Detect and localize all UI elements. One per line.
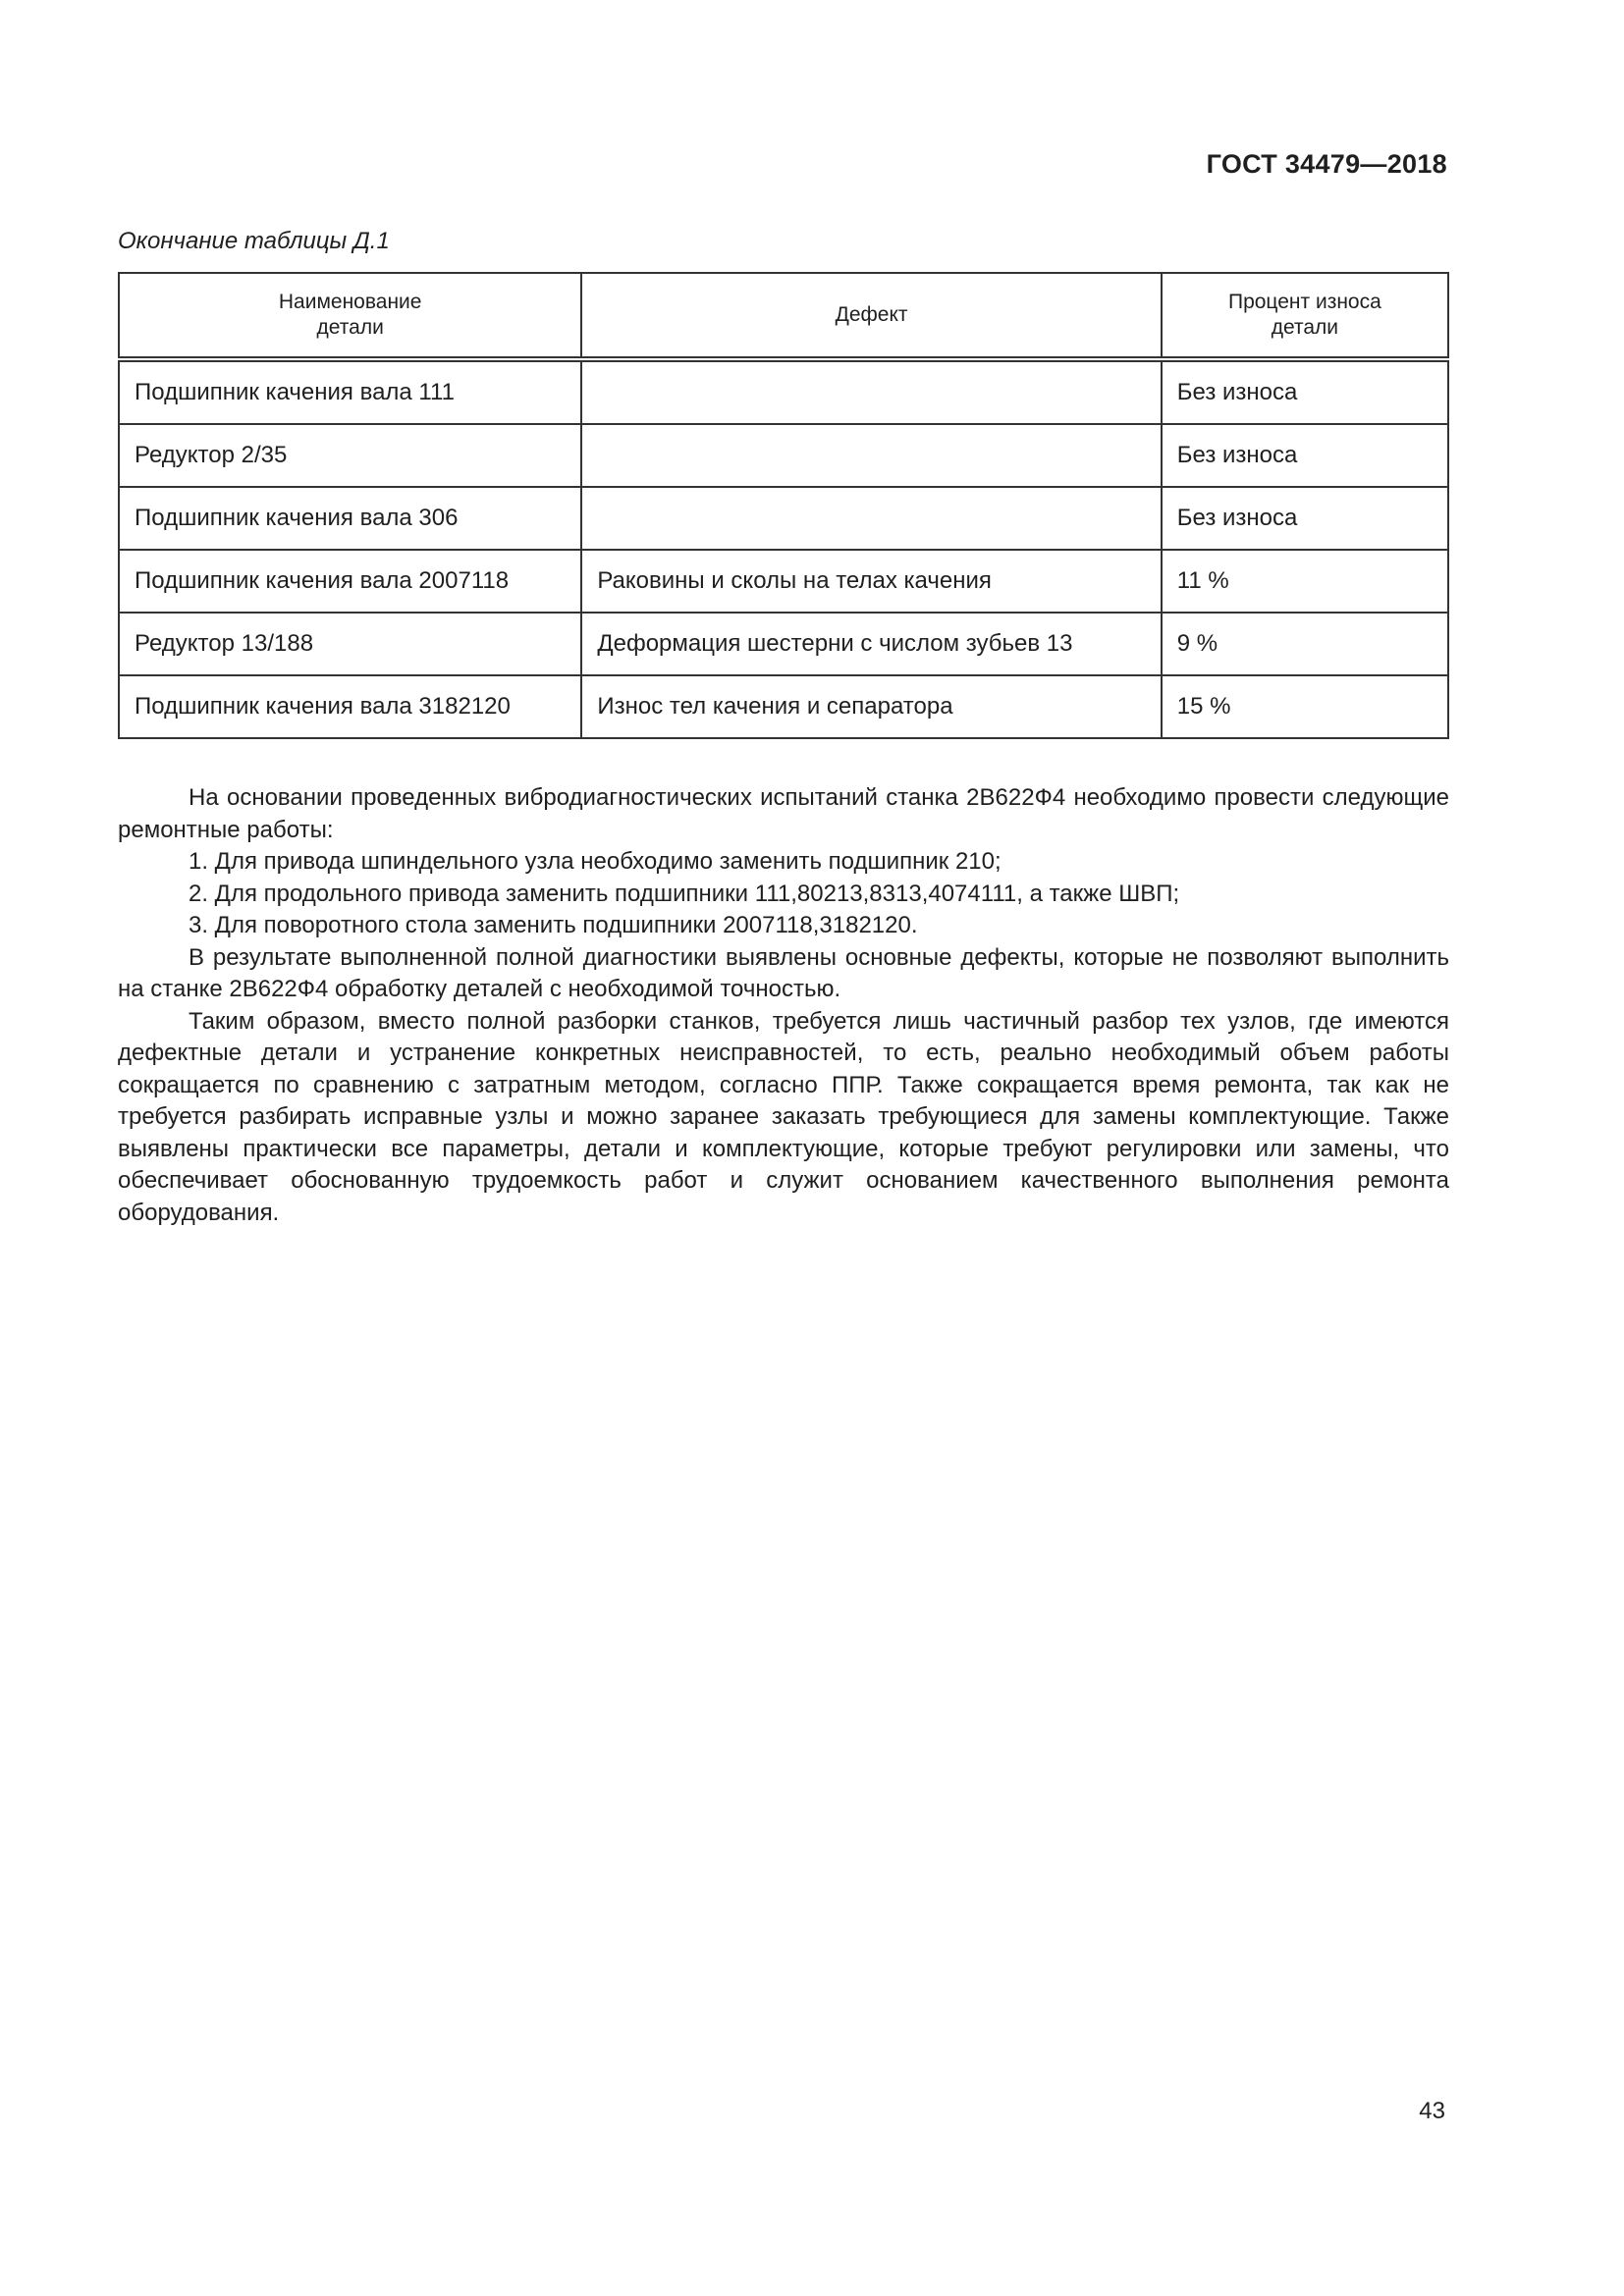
list-item: 2. Для продольного привода заменить подшипники 111,80213,8313,4074111, а также ШВП; [189, 880, 1180, 907]
cell-part-name: Редуктор 13/188 [119, 613, 581, 675]
cell-part-name: Подшипник качения вала 3182120 [119, 675, 581, 738]
cell-wear: 15 % [1162, 675, 1448, 738]
cell-part-name: Подшипник качения вала 111 [119, 359, 581, 424]
table-row [119, 424, 1448, 487]
table-row [119, 613, 1448, 675]
column-header-defect: Дефект [581, 273, 1161, 359]
cell-wear: Без износа [1162, 487, 1448, 550]
cell-part-name: Подшипник качения вала 306 [119, 487, 581, 550]
cell-wear: Без износа [1162, 424, 1448, 487]
cell-defect [581, 424, 1161, 487]
document-code: ГОСТ 34479—2018 [1206, 149, 1447, 179]
cell-wear: 9 % [1162, 613, 1448, 675]
list-item: 3. Для поворотного стола заменить подшипники 2007118,3182120. [189, 912, 918, 938]
table-row [119, 550, 1448, 613]
paragraph: В результате выполненной полной диагностики выявлены основные дефекты, которые не позволяют выполнить на станке 2В622Ф4 обработку деталей с необходимой точностью. [118, 943, 1449, 1002]
cell-wear: Без износа [1162, 359, 1448, 424]
list-item: 1. Для привода шпиндельного узла необходимо заменить подшипник 210; [189, 848, 1001, 875]
cell-part-name: Подшипник качения вала 2007118 [119, 550, 581, 613]
table-header-row [119, 273, 1448, 359]
table-row [119, 359, 1448, 424]
column-header-name: Наименование детали [119, 273, 581, 359]
paragraph: Таким образом, вместо полной разборки станков, требуется лишь частичный разбор тех узлов, где имеются дефектные детали и устранение конкретных неисправностей, то есть, реально необходимый объем работы сокращается по сравнению с затратным методом, согласно ППР. Также сокращается время ремонта, так как не требуется разбирать исправные узлы и можно заранее заказать требующиеся для замены комплектующие. Также выявлены практически все параметры, детали и комплектующие, которые требуют регулировки или замены, что обеспечивает обоснованную трудоемкость работ и служит основанием качественного выполнения ремонта оборудования. [118, 1007, 1449, 1226]
table-caption: Окончание таблицы Д.1 [118, 228, 390, 254]
cell-defect: Износ тел качения и сепаратора [581, 675, 1161, 738]
cell-defect: Деформация шестерни с числом зубьев 13 [581, 613, 1161, 675]
cell-defect [581, 487, 1161, 550]
cell-defect: Раковины и сколы на телах качения [581, 550, 1161, 613]
table-row [119, 675, 1448, 738]
cell-wear: 11 % [1162, 550, 1448, 613]
column-header-wear: Процент износа детали [1162, 273, 1448, 359]
paragraph: На основании проведенных вибродиагностических испытаний станка 2В622Ф4 необходимо провести следующие ремонтные работы: [118, 784, 1449, 843]
body-text [118, 782, 1449, 1229]
table-row [119, 487, 1448, 550]
parts-wear-table [118, 272, 1449, 739]
page-number: 43 [1419, 2098, 1445, 2124]
cell-part-name: Редуктор 2/35 [119, 424, 581, 487]
cell-defect [581, 359, 1161, 424]
